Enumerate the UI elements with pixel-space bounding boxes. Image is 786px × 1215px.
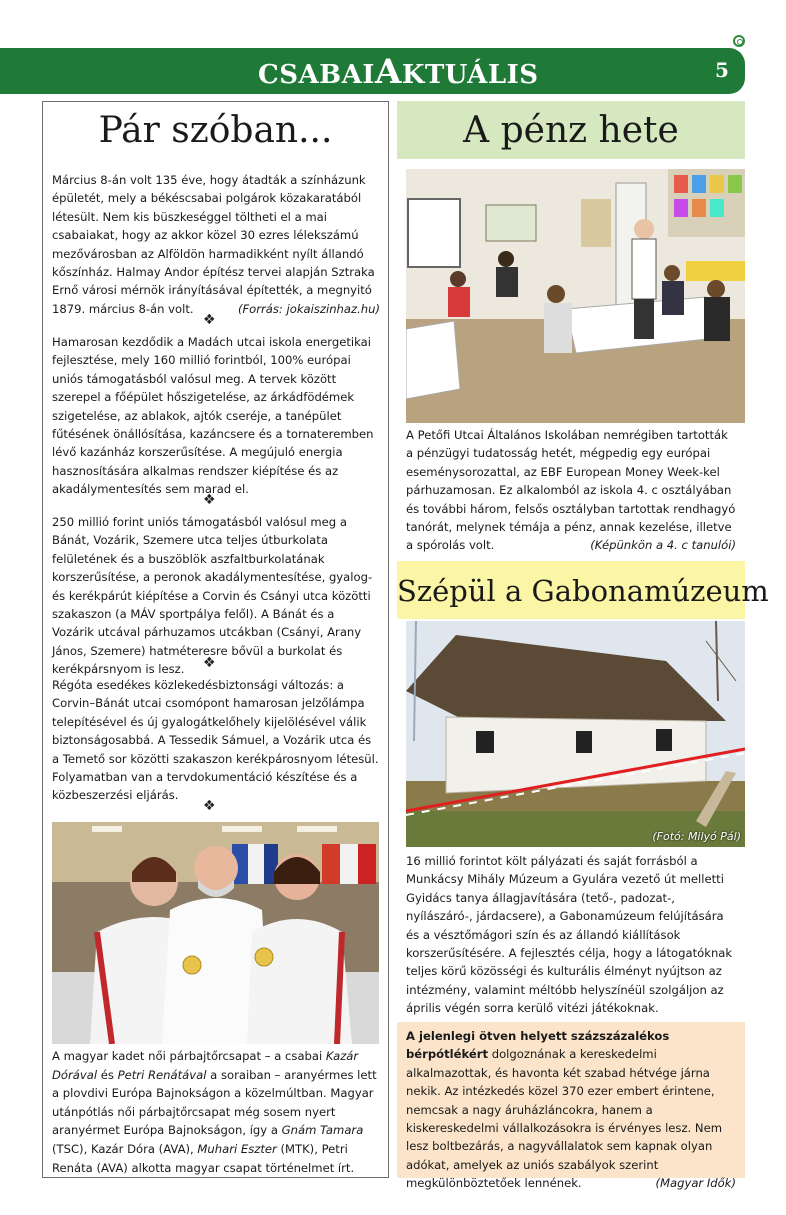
notice-text: A jelenlegi ötven helyett százszázalékos bérpótlékért dolgoznának a kereskedelmi alkalmazottak, és havonta két szabad hétvége járna nekik. Az intézkedés közel 370 ezer embert érintene, nemcsak a nagy áruházláncokra, hanem a kiskereskedelmi vállalkozásokra is érvényes lesz. Nem lesz boltbezárás, a nagyvállalatok sem kapnak olyan adókat, amelyek az uniós szabályok szerint megkülönböztetőek lennének. (Magyar Idők) bbox=[406, 1029, 736, 1191]
museum-photo bbox=[406, 621, 745, 847]
classroom-photo bbox=[406, 169, 745, 423]
money-week-caption: A Petőfi Utcai Általános Iskolában nemrégiben tartották a pénzügyi tudatosság hetét, mégpedig egy európai eseménysorozattal, az EBF European Money Week-kel párhuzamosan. Ez alkalomból az iskola 4. c osztályában és további három, felsős osztályban tartottak rendhagyó tanórát, melynek témája a pénz, annak kezelése, illetve a spórolás volt. (Képünkön a 4. c tanulói) bbox=[406, 428, 736, 553]
header-bar bbox=[0, 48, 745, 94]
separator-icon: ❖ bbox=[203, 312, 216, 328]
separator-icon: ❖ bbox=[203, 492, 216, 508]
news-item-traffic: Régóta esedékes közlekedésbiztonsági változás: a Corvin–Bánát utcai csomópont hamarosan jelzőlámpa telepítésével és új gyalogátkelőhely kijelölésével válik biztonságosabbá. A Tessedik Sámuel, a Vozárik utca és a Temető sor közötti szakaszon kerékpárosnyom létesül. Folyamatban van a tervdokumentáció készítése és a közbeszerzési eljárás. bbox=[52, 678, 379, 803]
photo-credit: (Fotó: Milyó Pál) bbox=[652, 830, 741, 843]
separator-icon: ❖ bbox=[203, 798, 216, 814]
news-item-school: Hamarosan kezdődik a Madách utcai iskola energetikai fejlesztése, mely 160 millió forintból, 100% európai uniós támogatásból valósul meg. A tervek között szerepel a főépület hőszigetelése, az árkádfödémek szigetelése, az ablakok, ajtók cseréje, a tanépület fűtésének önállósítása, kazáncsere és a tornateremben lévő kazánház korszerűsítése. A megújuló energia hasznosítására alkalmas rendszer kiépítése és az akadálymentesítés sem marad el. bbox=[52, 335, 374, 497]
logo-icon bbox=[733, 35, 745, 47]
separator-icon: ❖ bbox=[203, 655, 216, 671]
museum-text: 16 millió forintot költ pályázati és saját forrásból a Munkácsy Mihály Múzeum a Gyulára vezető út melletti Gyidács tanya állagjavítására (tető-, padozat-, nyílászáró-, járdacsere), a Gabonamúzeum felújítására és a vésztőmágori szín és az állandó kiállítások korszerűsítésére. A fejlesztés célja, hogy a látogatóknak teljes körű közösségi és kulturális élményt nyújtson az intézmény, valamint méltóbb helyszínéül szolgáljon az április végén sorra kerülő vitézi játékoknak. bbox=[406, 854, 733, 1016]
news-item-theatre: Március 8-án volt 135 éve, hogy átadták a színházunk épületét, mely a békéscsabai polgárok közakaratából létesült. Nem kis büszkeséggel töltheti el a mai csabaiakat, hogy az akkor közel 30 ezres lélekszámú mezővárosban az Alföldön harmadikként nyílt állandó kőszínház. Halmay Andor építész tervei alapján Sztraka Ernő városi mérnök irányításával építették, a megnyitó 1879. március 8-án volt. (Forrás: jokaiszinhaz.hu) bbox=[52, 173, 380, 316]
magazine-title: CSABAIAKTUÁLIS bbox=[258, 52, 539, 92]
fencers-photo bbox=[52, 822, 379, 1044]
money-week-title: A pénz hete bbox=[463, 110, 679, 151]
museum-title: Szépül a Gabonamúzeum bbox=[397, 574, 769, 608]
news-item-roads: 250 millió forint uniós támogatásból valósul meg a Bánát, Vozárik, Szemere utca teljes útburkolata felületének és a buszöblök aszfaltburkolatának korszerűsítése, a peronok akadálymentesítése, gyalog- és kerékpárút kiépítése a Corvin és Csányi utca közötti szakaszon (a MÁV sportpálya felől). A Bánát és a Vozárik utcával párhuzamos utcákban (Csányi, Arany János, Szemere) hatméteresre bővül a burkolat és kerékpársnyom is lesz. bbox=[52, 515, 373, 677]
left-column-title: Pár szóban... bbox=[98, 110, 333, 151]
fencers-caption: A magyar kadet női párbajtőrcsapat – a csabai Kazár Dórával és Petri Renátával a soraiban – aranyérmes lett a plovdivi Európa Bajnokságon a közelmúltban. Magyar utánpótlás női párbajtőrcsapat még sosem nyert aranyérmet Európa Bajnokságon, így a Gnám Tamara (TSC), Kazár Dóra (AVA), Muhari Eszter (MTK), Petri Renáta (AVA) alkotta magyar csapat történelmet írt. bbox=[52, 1049, 377, 1175]
page-number: 5 bbox=[715, 58, 729, 82]
